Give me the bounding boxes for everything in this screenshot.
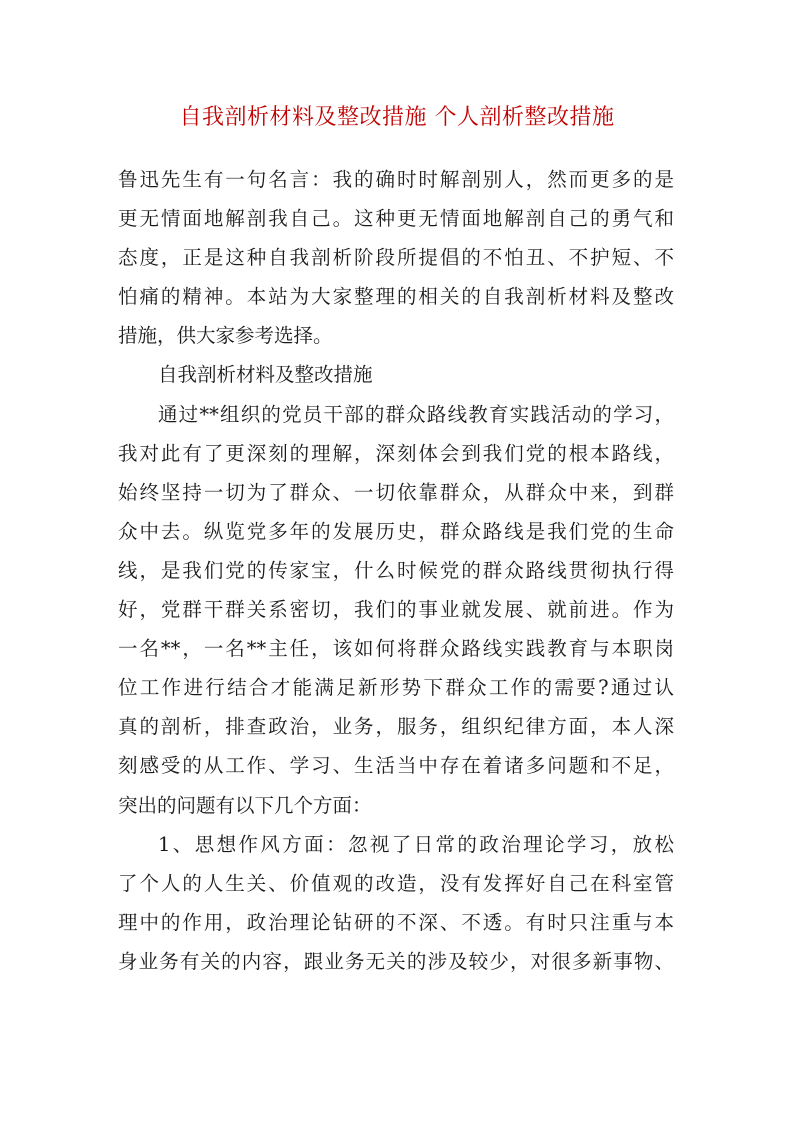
section-heading: 自我剖析材料及整改措施 (158, 363, 373, 387)
text-line: 理中的作用，政治理论钻研的不深、不透。有时只注重与本 (118, 910, 674, 934)
text-line: 更无情面地解剖我自己。这种更无情面地解剖自己的勇气和 (118, 207, 674, 231)
text-line: 一名**，一名**主任，该如何将群众路线实践教育与本职岗 (118, 637, 674, 661)
text-line: 突出的问题有以下几个方面： (118, 793, 372, 817)
text-line: 始终坚持一切为了群众、一切依靠群众，从群众中来，到群 (118, 480, 674, 504)
text-line: 通过**组织的党员干部的群众路线教育实践活动的学习， (158, 402, 674, 426)
text-line: 态度，正是这种自我剖析阶段所提倡的不怕丑、不护短、不 (118, 246, 674, 270)
document-body (118, 160, 674, 981)
text-line: 刻感受的从工作、学习、生活当中存在着诸多问题和不足， (118, 754, 674, 778)
text-line: 众中去。纵览党多年的发展历史，群众路线是我们党的生命 (118, 519, 674, 543)
text-line: 鲁迅先生有一句名言：我的确时时解剖别人，然而更多的是 (118, 168, 674, 191)
document-title: 自我剖析材料及整改措施 个人剖析整改措施 (179, 105, 615, 130)
text-line: 好，党群干群关系密切，我们的事业就发展、就前进。作为 (118, 598, 674, 622)
text-line: 了个人的人生关、价值观的改造，没有发挥好自己在科室管 (118, 871, 674, 895)
text-line: 我对此有了更深刻的理解，深刻体会到我们党的根本路线， (118, 441, 674, 465)
list-item: 1、思想作风方面：忽视了日常的政治理论学习，放松 (158, 832, 674, 856)
text-line: 位工作进行结合才能满足新形势下群众工作的需要?通过认 (118, 676, 674, 700)
text-line: 身业务有关的内容，跟业务无关的涉及较少，对很多新事物、 (118, 949, 674, 973)
text-line: 措施，供大家参考选择。 (118, 324, 333, 348)
text-line: 真的剖析，排查政治，业务，服务，组织纪律方面，本人深 (118, 715, 674, 739)
text-line: 线，是我们党的传家宝，什么时候党的群众路线贯彻执行得 (118, 558, 674, 582)
text-line: 怕痛的精神。本站为大家整理的相关的自我剖析材料及整改 (118, 285, 674, 309)
